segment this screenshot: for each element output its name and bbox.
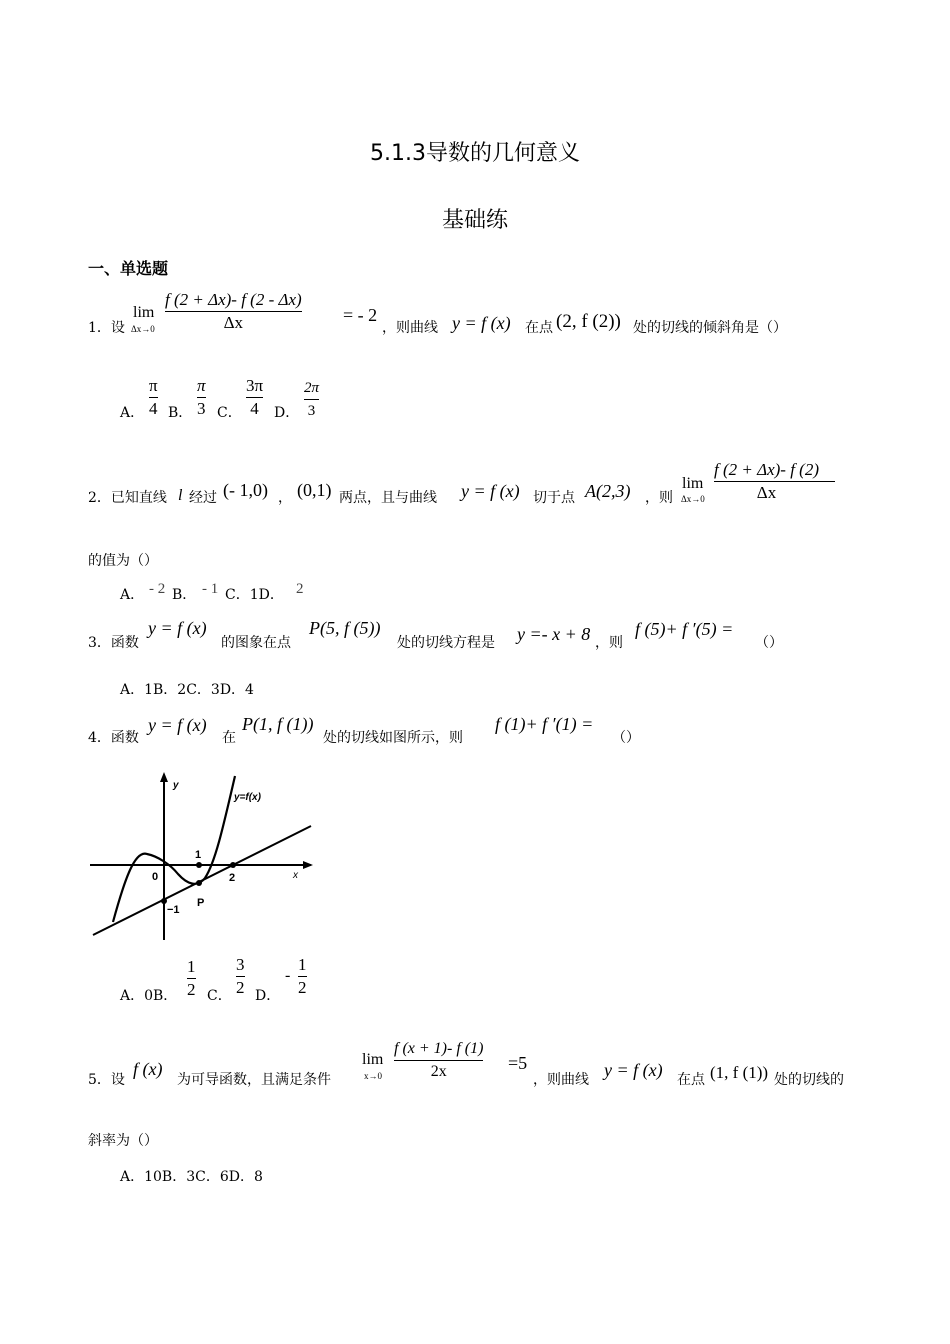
q4-graph (85, 768, 325, 948)
q4-text-1: 在 (222, 730, 236, 746)
q5-equals: =5 (508, 1053, 528, 1073)
q2-option-a-label: A． (120, 587, 145, 603)
q2-text-1: 经过 (189, 490, 217, 506)
q1-fraction (165, 290, 302, 333)
q4-d-sign: - (285, 967, 291, 984)
q3-curve: y = f (x) (148, 618, 207, 638)
q4-c-denominator: 2 (236, 978, 245, 997)
q1-text-2: 在点 (525, 320, 553, 336)
q2-number: 2．已知直线 (88, 490, 167, 506)
q2-frac-denominator: Δx (756, 483, 777, 502)
q4-option-b-value (187, 957, 196, 1000)
q5-text-2: ，则曲线 (533, 1072, 589, 1088)
graph-label-two: 2 (229, 872, 236, 884)
q1-c-denominator: 4 (250, 399, 259, 418)
q1-equals: = - 2 (343, 305, 378, 325)
graph-label-x: x (293, 870, 298, 881)
graph-x-arrow (303, 861, 313, 869)
q5-frac-bar (394, 1060, 483, 1061)
q2-frac-bar (714, 481, 835, 482)
q1-a-denominator: 4 (149, 399, 158, 418)
q5-curve: y = f (x) (604, 1060, 663, 1080)
q5-point: (1, f (1)) (710, 1063, 769, 1082)
graph-label-neg-one: −1 (167, 904, 180, 916)
q1-option-c-label: C． (217, 405, 242, 421)
q2-lim-sub: Δx→0 (681, 494, 705, 504)
q3-text-4: （） (755, 635, 783, 651)
q1-a-numerator: π (149, 376, 158, 395)
q2-text-5: 的值为（） (88, 553, 158, 569)
q5-lim: lim (362, 1051, 384, 1068)
q2-option-b-value: - 1 (202, 581, 219, 597)
graph-label-one: 1 (195, 849, 202, 861)
graph-label-origin: 0 (152, 871, 159, 883)
q5-fraction (394, 1039, 483, 1082)
q1-frac-denominator: Δx (223, 313, 244, 332)
q2-lim: lim (682, 475, 704, 492)
graph-label-y: y (173, 780, 179, 791)
q4-b-denominator: 2 (187, 980, 196, 999)
q2-point-1: (- 1,0) (223, 480, 268, 500)
q5-options: A．10B．3C．6D．8 (120, 1169, 263, 1185)
q4-number: 4．函数 (88, 730, 139, 746)
q4-option-d-value (298, 955, 307, 998)
q1-option-a-label: A． (120, 405, 145, 421)
q3-tangent-line: y =- x + 8 (517, 624, 591, 644)
q5-frac-denominator: 2x (430, 1063, 447, 1080)
q2-option-a-value: - 2 (149, 581, 166, 597)
graph-label-p: P (197, 897, 205, 909)
graph-dot-one (196, 862, 202, 868)
q2-option-c-d-label: C．1D． (225, 587, 284, 603)
q5-text-4: 处的切线的 (774, 1072, 844, 1088)
q4-b-bar (187, 978, 196, 979)
q1-option-d-label: D． (274, 405, 300, 421)
q3-text-1: 的图象在点 (221, 635, 291, 651)
q1-curve: y = f (x) (452, 313, 511, 333)
q2-option-b-label: B． (172, 587, 197, 603)
q5-text-3: 在点 (677, 1072, 705, 1088)
q1-b-denominator: 3 (197, 399, 206, 418)
q3-text-3: ，则 (595, 635, 623, 651)
q2-text-4: ，则 (645, 490, 673, 506)
q2-text-3: 切于点 (533, 490, 575, 506)
graph-y-arrow (160, 772, 168, 782)
q2-frac-numerator: f (2 + Δx)- f (2) (714, 460, 819, 479)
q5-text-1: 为可导函数，且满足条件 (177, 1072, 331, 1088)
q1-a-bar (149, 397, 158, 398)
section-heading: 一、单选题 (88, 259, 169, 278)
q1-point: (2, f (2)) (556, 311, 621, 332)
q3-point: P(5, f (5)) (309, 618, 381, 638)
q1-c-bar (246, 397, 263, 398)
q2-text-2: 两点，且与曲线 (339, 490, 437, 506)
page-title: 5.1.3导数的几何意义 (370, 141, 580, 166)
q1-text-1: ，则曲线 (382, 320, 438, 336)
q5-lim-sub: x→0 (364, 1071, 382, 1081)
q2-fraction (714, 460, 819, 503)
q4-c-bar (236, 976, 245, 977)
graph-label-curve: y=f(x) (234, 792, 261, 803)
q4-c-numerator: 3 (236, 955, 245, 974)
q5-text-5: 斜率为（） (88, 1133, 158, 1149)
graph-dot-two (230, 862, 236, 868)
q2-line-l: l (178, 487, 183, 504)
q1-d-numerator: 2π (304, 380, 320, 396)
page-subtitle: 基础练 (441, 208, 508, 233)
q4-point: P(1, f (1)) (242, 714, 314, 734)
q4-expression: f (1)+ f ′(1) = (495, 714, 594, 734)
q5-fx: f (x) (133, 1059, 163, 1079)
graph-dot-p (196, 880, 202, 886)
q4-b-numerator: 1 (187, 957, 196, 976)
q1-lim-sub: Δx→0 (131, 324, 155, 334)
q1-option-c-value (246, 376, 263, 419)
q1-option-b-value (197, 376, 206, 419)
q4-text-2: 处的切线如图所示，则 (323, 730, 463, 746)
q1-b-numerator: π (197, 376, 206, 395)
q1-option-a-value (149, 376, 158, 419)
q3-text-2: 处的切线方程是 (397, 635, 495, 651)
q3-number: 3．函数 (88, 635, 139, 651)
q1-frac-numerator: f (2 + Δx)- f (2 - Δx) (165, 290, 302, 309)
q2-option-d-value: 2 (296, 581, 304, 597)
q4-d-bar (298, 976, 307, 977)
q3-expression: f (5)+ f ′(5) = (635, 619, 734, 639)
q1-d-denominator: 3 (307, 403, 316, 419)
q1-frac-bar (165, 311, 302, 312)
q1-text-3: 处的切线的倾斜角是（） (633, 320, 787, 336)
q1-option-b-label: B． (168, 405, 193, 421)
q4-text-3: （） (612, 730, 640, 746)
q2-point-a: A(2,3) (585, 481, 631, 501)
q4-option-a-b-label: A．0B． (120, 988, 178, 1004)
q3-options: A．1B．2C．3D．4 (120, 682, 254, 698)
q1-lim: lim (133, 304, 155, 321)
q4-curve: y = f (x) (148, 715, 207, 735)
q4-option-c-label: C． (207, 988, 232, 1004)
graph-curve (113, 776, 235, 922)
q4-d-numerator: 1 (298, 955, 307, 974)
q4-d-denominator: 2 (298, 978, 307, 997)
q1-option-d-value (304, 378, 319, 421)
q2-point-2: (0,1) (297, 480, 332, 500)
q4-option-c-value (236, 955, 245, 998)
q1-b-bar (197, 397, 206, 398)
q2-curve: y = f (x) (461, 481, 520, 501)
q1-d-bar (304, 399, 319, 400)
q1-number: 1．设 (88, 320, 125, 336)
q4-option-d-label: D． (255, 988, 281, 1004)
q5-frac-numerator: f (x + 1)- f (1) (394, 1040, 484, 1057)
q2-comma: ， (278, 490, 292, 506)
q5-number: 5．设 (88, 1072, 125, 1088)
q1-c-numerator: 3π (246, 376, 264, 395)
